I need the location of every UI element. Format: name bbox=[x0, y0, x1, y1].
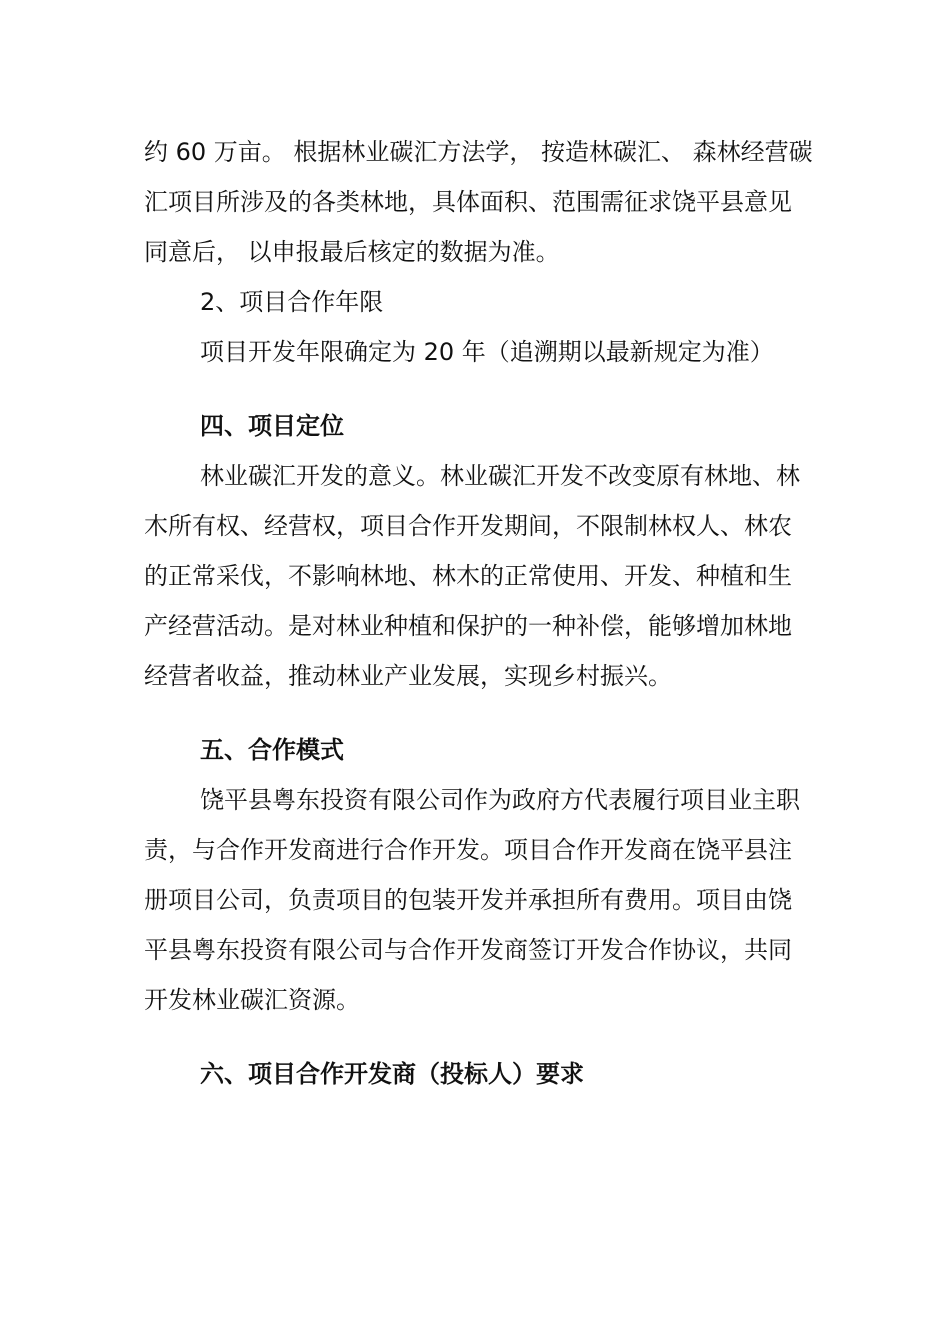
body-line: 经营者收益，推动林业产业发展，实现乡村振兴。 bbox=[144, 662, 672, 690]
section-heading: 四、项目定位 bbox=[200, 412, 344, 440]
body-line: 项目开发年限确定为 20 年（追溯期以最新规定为准） bbox=[200, 338, 774, 366]
section-heading: 五、合作模式 bbox=[200, 736, 344, 764]
body-line: 责，与合作开发商进行合作开发。项目合作开发商在饶平县注 bbox=[144, 836, 792, 864]
body-line: 的正常采伐，不影响林地、林木的正常使用、开发、种植和生 bbox=[144, 562, 792, 590]
body-line: 同意后， 以申报最后核定的数据为准。 bbox=[144, 238, 560, 266]
section-heading: 六、项目合作开发商（投标人）要求 bbox=[200, 1060, 584, 1088]
body-line: 饶平县粤东投资有限公司作为政府方代表履行项目业主职 bbox=[200, 786, 800, 814]
body-line: 平县粤东投资有限公司与合作开发商签订开发合作协议，共同 bbox=[144, 936, 792, 964]
body-line: 开发林业碳汇资源。 bbox=[144, 986, 360, 1014]
body-line: 产经营活动。是对林业种植和保护的一种补偿，能够增加林地 bbox=[144, 612, 792, 640]
body-line: 木所有权、经营权，项目合作开发期间，不限制林权人、林农 bbox=[144, 512, 792, 540]
body-line: 约 60 万亩。 根据林业碳汇方法学， 按造林碳汇、 森林经营碳 bbox=[144, 138, 813, 166]
body-line: 林业碳汇开发的意义。林业碳汇开发不改变原有林地、林 bbox=[200, 462, 800, 490]
body-line: 汇项目所涉及的各类林地，具体面积、范围需征求饶平县意见 bbox=[144, 188, 792, 216]
body-line: 册项目公司，负责项目的包装开发并承担所有费用。项目由饶 bbox=[144, 886, 792, 914]
subsection-heading: 2、项目合作年限 bbox=[200, 288, 384, 316]
